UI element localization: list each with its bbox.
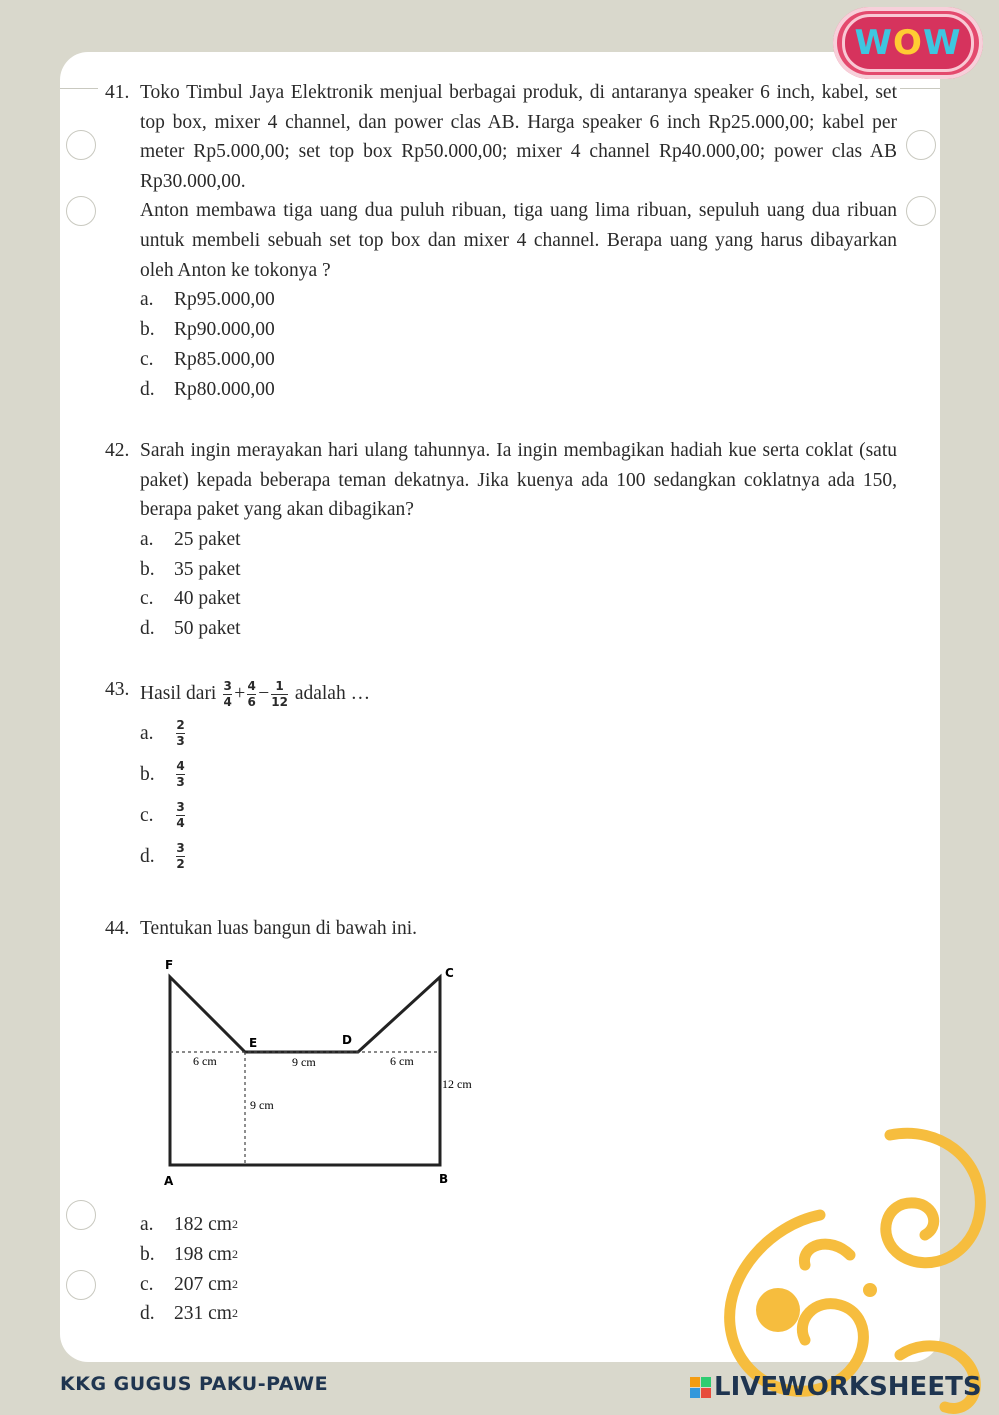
option-text: 198 cm	[174, 1243, 232, 1265]
shape-figure	[150, 955, 490, 1190]
question-text: Tentukan luas bangun di bawah ini.	[140, 918, 417, 939]
liveworksheets-icon	[690, 1377, 711, 1398]
vertex-label-f: F	[165, 958, 174, 972]
option-text: 182 cm	[174, 1214, 232, 1236]
denominator: 3	[176, 734, 185, 748]
option-label: a.	[140, 528, 154, 550]
decor-arc	[66, 1270, 96, 1300]
vertex-label-c: C	[445, 966, 454, 980]
question-43	[105, 675, 897, 877]
answer-options	[140, 285, 897, 404]
fraction	[176, 719, 185, 748]
swirl-dot	[863, 1283, 877, 1297]
swirl-curl	[886, 1133, 981, 1262]
vertex-label-d: D	[342, 1033, 352, 1047]
numerator: 3	[176, 800, 185, 814]
option-exponent: 2	[231, 1217, 238, 1232]
question-text: Anton membawa tiga uang dua puluh ribuan, tiga uang lima ribuan, sepuluh uang dua ribuan untuk membeli sebuah set top box dan mixer 4 channel. Berapa uang yang harus dibayarkan oleh Anton ke tokonya ?	[140, 200, 897, 281]
numerator: 4	[247, 678, 256, 693]
question-text: Hasil dari	[140, 683, 217, 705]
option-label: a.	[140, 289, 154, 311]
fraction	[176, 801, 185, 830]
answer-option[interactable]	[140, 375, 897, 405]
answer-option[interactable]	[140, 795, 897, 836]
option-label: a.	[140, 1214, 154, 1236]
answer-option[interactable]	[140, 555, 897, 585]
decor-arc	[906, 196, 936, 226]
option-label: b.	[140, 1243, 155, 1265]
option-text: 35 paket	[174, 558, 241, 580]
liveworksheets-text: LIVEWORKSHEETS	[714, 1372, 982, 1402]
operator: −	[258, 683, 270, 705]
decor-line	[900, 88, 940, 89]
denominator: 4	[176, 816, 185, 830]
answer-option[interactable]	[140, 754, 897, 795]
answer-option[interactable]	[140, 584, 897, 614]
question-text: Sarah ingin merayakan hari ulang tahunnya. Ia ingin membagikan hadiah kue serta coklat (satu paket) kepada beberapa teman dekatnya. Jika kuenya ada 100 sedangkan coklatnya ada 150, berapa paket yang akan dibagikan?	[140, 440, 897, 521]
decor-arc	[66, 1200, 96, 1230]
vertex-label-e: E	[249, 1036, 258, 1050]
option-label: c.	[140, 804, 154, 826]
option-label: c.	[140, 348, 154, 370]
decor-line	[60, 88, 98, 89]
decor-arc	[66, 196, 96, 226]
option-label: d.	[140, 618, 155, 640]
question-number: 41.	[105, 82, 130, 103]
dimension-label: 6 cm	[390, 1054, 414, 1068]
option-exponent: 2	[231, 1276, 238, 1291]
answer-option[interactable]	[140, 345, 897, 375]
question-expression	[140, 675, 897, 713]
question-text: adalah …	[294, 683, 371, 705]
decor-arc	[906, 130, 936, 160]
option-label: b.	[140, 319, 155, 341]
denominator: 12	[271, 694, 288, 709]
option-text: Rp85.000,00	[174, 348, 275, 370]
wow-letter: W	[854, 23, 894, 63]
fraction	[176, 842, 185, 871]
dimension-label: 9 cm	[292, 1055, 316, 1069]
numerator: 3	[223, 678, 232, 693]
answer-option[interactable]	[140, 713, 897, 754]
vertex-label-a: A	[164, 1174, 174, 1188]
wow-letter: W	[922, 23, 962, 63]
denominator: 3	[176, 775, 185, 789]
option-exponent: 2	[231, 1246, 238, 1261]
question-44	[105, 914, 897, 944]
footer-org: KKG GUGUS PAKU-PAWE	[60, 1373, 329, 1395]
question-42	[105, 436, 897, 644]
option-text: Rp90.000,00	[174, 319, 275, 341]
answer-option[interactable]	[140, 525, 897, 555]
denominator: 6	[247, 694, 256, 709]
option-text: Rp95.000,00	[174, 289, 275, 311]
option-label: b.	[140, 558, 155, 580]
answer-options	[140, 713, 897, 877]
swirl-decoration	[700, 1115, 999, 1415]
numerator: 3	[176, 841, 185, 855]
fraction	[271, 680, 288, 709]
swirl-curl	[804, 1244, 850, 1265]
numerator: 2	[176, 718, 185, 732]
option-label: c.	[140, 1273, 154, 1295]
fraction	[247, 680, 256, 709]
numerator: 1	[275, 678, 284, 693]
option-label: a.	[140, 722, 154, 744]
option-text: 40 paket	[174, 588, 241, 610]
answer-option[interactable]	[140, 614, 897, 644]
answer-options	[140, 525, 897, 644]
question-number: 44.	[105, 918, 130, 939]
option-exponent: 2	[231, 1306, 238, 1321]
option-label: b.	[140, 763, 155, 785]
option-label: d.	[140, 378, 155, 400]
dimension-label: 9 cm	[250, 1098, 274, 1112]
liveworksheets-logo[interactable]	[690, 1372, 982, 1402]
option-label: d.	[140, 1303, 155, 1325]
option-text: 207 cm	[174, 1273, 232, 1295]
denominator: 2	[176, 857, 185, 871]
operator: +	[234, 683, 246, 705]
wow-letter: O	[893, 23, 923, 63]
option-label: c.	[140, 588, 154, 610]
denominator: 4	[223, 694, 232, 709]
answer-option[interactable]	[140, 836, 897, 877]
question-text: Toko Timbul Jaya Elektronik menjual berbagai produk, di antaranya speaker 6 inch, kabel, set top box, mixer 4 channel, dan power clas AB. Harga speaker 6 inch Rp25.000,00; kabel per meter Rp5.000,00; set top box Rp50.000,00; mixer 4 channel Rp40.000,00; power clas AB Rp30.000,00.	[140, 82, 897, 192]
answer-option[interactable]	[140, 315, 897, 345]
option-text: 25 paket	[174, 528, 241, 550]
dimension-label: 12 cm	[442, 1077, 472, 1091]
option-label: d.	[140, 845, 155, 867]
fraction	[223, 680, 232, 709]
answer-option[interactable]	[140, 285, 897, 315]
option-text: 50 paket	[174, 618, 241, 640]
numerator: 4	[176, 759, 185, 773]
vertex-label-b: B	[439, 1172, 449, 1186]
option-text: Rp80.000,00	[174, 378, 275, 400]
decor-arc	[66, 130, 96, 160]
question-number: 42.	[105, 440, 130, 461]
dimension-label: 6 cm	[193, 1054, 217, 1068]
question-41	[105, 78, 897, 404]
question-number: 43.	[105, 679, 130, 700]
option-text: 231 cm	[174, 1303, 232, 1325]
fraction	[176, 760, 185, 789]
wow-badge	[833, 7, 983, 79]
swirl-dot	[756, 1288, 800, 1332]
